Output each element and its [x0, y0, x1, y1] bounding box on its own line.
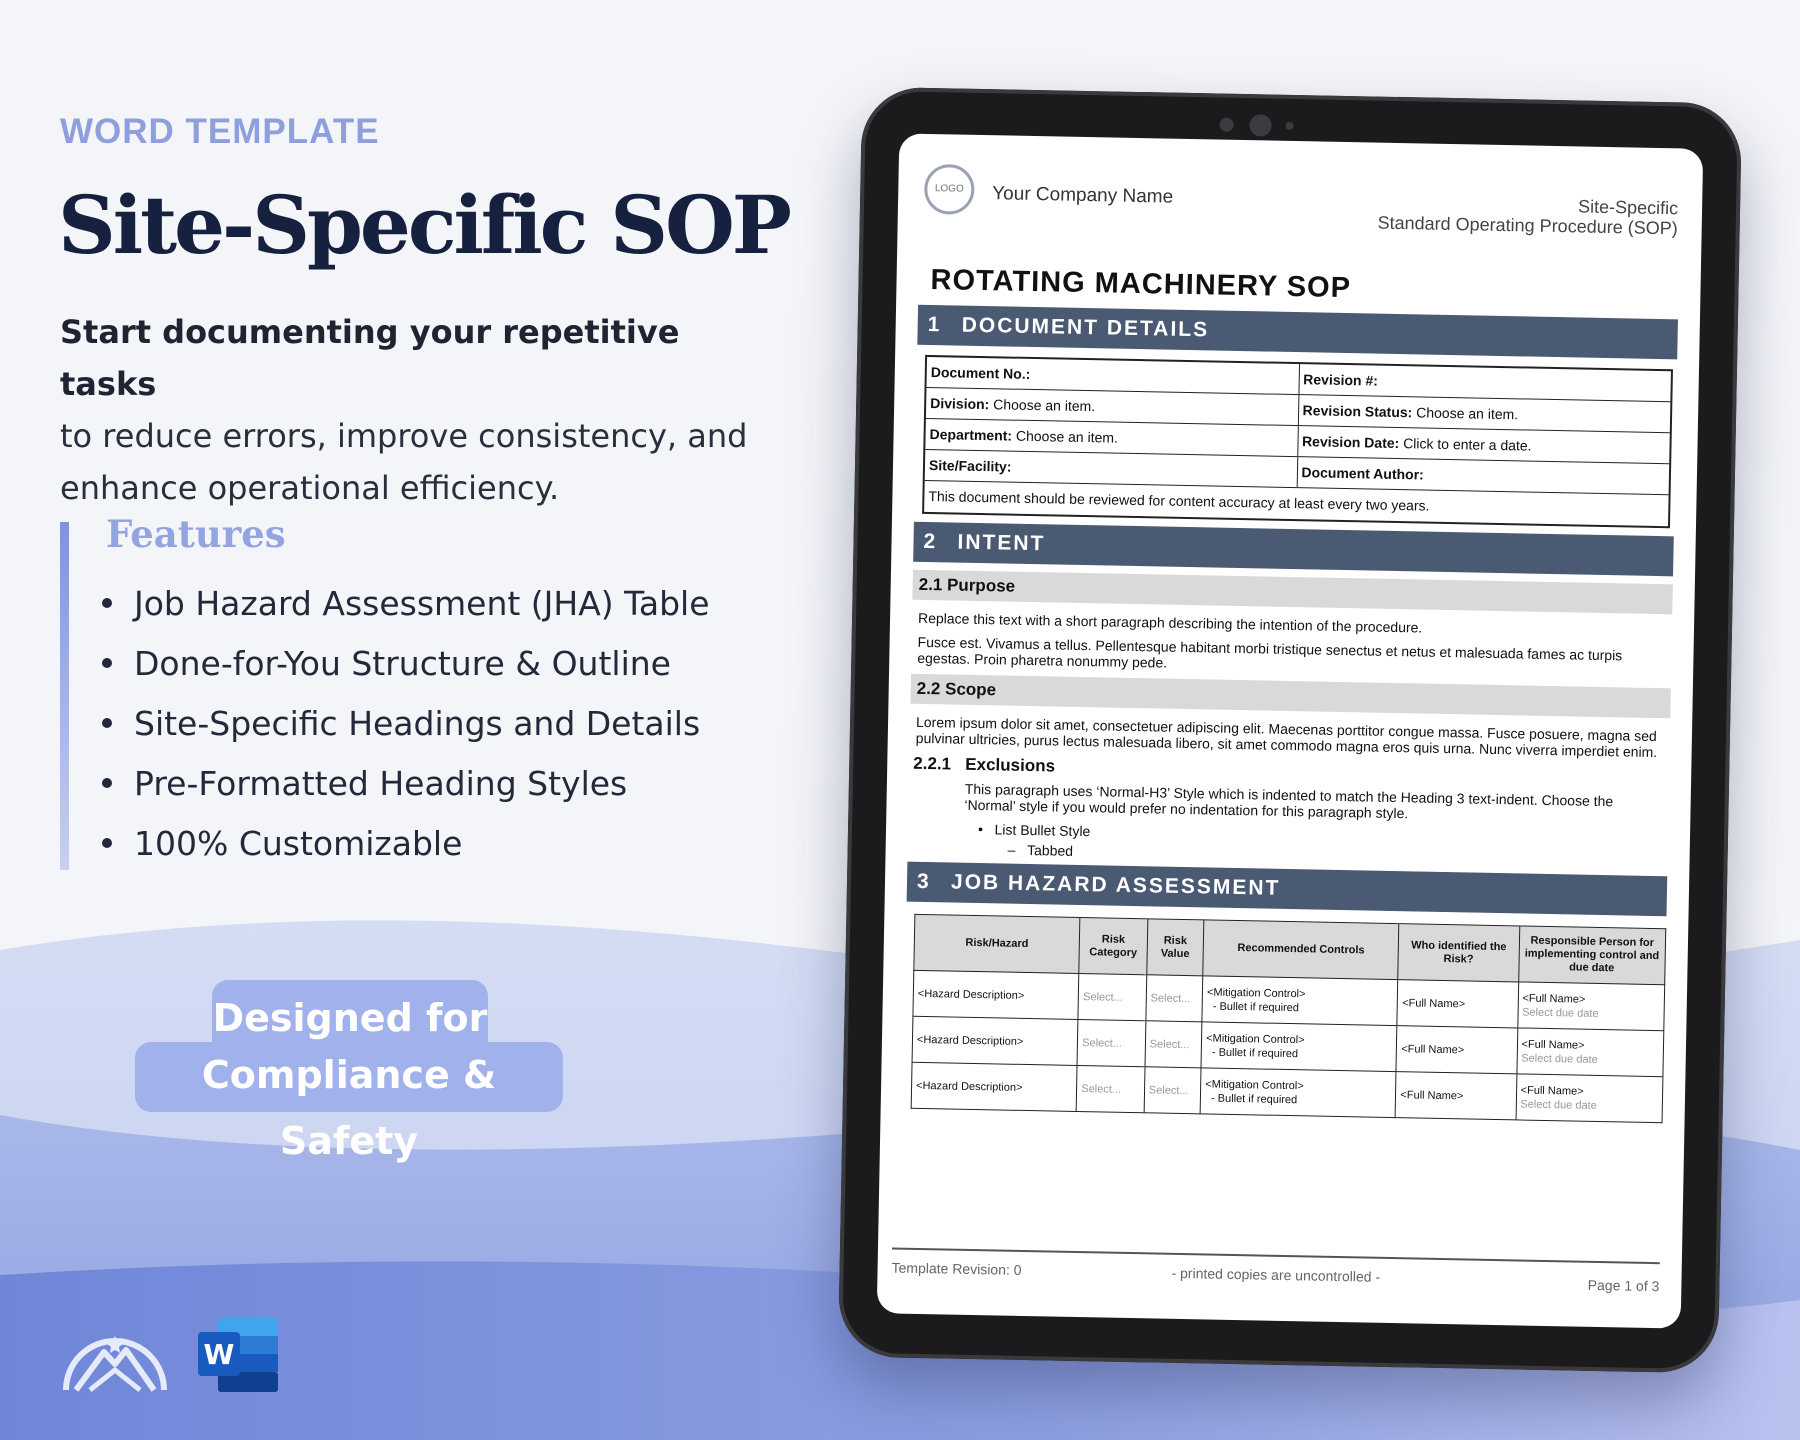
template-revision: Template Revision: 0	[891, 1259, 1022, 1278]
risk-value-select[interactable]: Select...	[1146, 975, 1203, 1022]
responsible-cell[interactable]: <Full Name> Select due date	[1516, 1028, 1663, 1077]
exclusions-heading: 2.2.1 Exclusions	[913, 753, 1056, 776]
mountain-logo-icon	[62, 1314, 168, 1394]
hazard-cell[interactable]: <Hazard Description>	[911, 1062, 1077, 1111]
tablet-device	[838, 87, 1742, 1374]
column-header: Responsible Person for implementing control and due date	[1518, 926, 1666, 985]
header-doc-type: Site-Specific Standard Operating Procedure (SOP)	[1377, 196, 1679, 239]
subtitle-text: to reduce errors, improve consistency, and enhance operational efficiency.	[60, 417, 748, 507]
page-title: Site-Specific SOP	[58, 178, 789, 272]
subsection-scope: 2.2 Scope	[910, 674, 1670, 719]
subtitle	[60, 306, 760, 514]
site-field[interactable]: Site/Facility:	[928, 457, 1012, 475]
hazard-cell[interactable]: <Hazard Description>	[912, 1016, 1078, 1065]
responsible-cell[interactable]: <Full Name> Select due date	[1517, 982, 1664, 1031]
list-item: • List Bullet Style	[977, 821, 1091, 840]
revision-field[interactable]: Revision #:	[1298, 364, 1671, 401]
feature-item: 100% Customizable	[102, 814, 710, 874]
column-header: Recommended Controls	[1203, 920, 1399, 980]
division-field[interactable]: Division: Choose an item.	[930, 395, 1096, 415]
doc-title: ROTATING MACHINERY SOP	[930, 264, 1352, 305]
review-note: This document should be reviewed for content accuracy at least every two years.	[928, 488, 1430, 514]
list-item: – Tabbed	[1007, 841, 1074, 859]
word-app-icon	[196, 1316, 280, 1394]
identified-by-cell[interactable]: <Full Name>	[1396, 1026, 1517, 1074]
doc-header	[919, 154, 1681, 269]
eyebrow-label: WORD TEMPLATE	[60, 112, 380, 151]
column-header: Risk Value	[1147, 919, 1204, 976]
feature-item: Site-Specific Headings and Details	[102, 694, 710, 754]
purpose-paragraph: Replace this text with a short paragraph describing the intention of the procedure.	[917, 609, 1423, 636]
bullet-icon	[102, 598, 112, 608]
badge-line-2: Compliance & Safety	[135, 1042, 563, 1112]
features-title: Features	[106, 512, 286, 556]
feature-item: Job Hazard Assessment (JHA) Table	[102, 574, 710, 634]
risk-category-select[interactable]: Select...	[1076, 1065, 1144, 1112]
identified-by-cell[interactable]: <Full Name>	[1395, 1072, 1516, 1120]
author-field[interactable]: Document Author:	[1296, 457, 1669, 494]
company-name: Your Company Name	[992, 183, 1174, 208]
uncontrolled-note: - printed copies are uncontrolled -	[1171, 1264, 1381, 1285]
feature-item: Pre-Formatted Heading Styles	[102, 754, 710, 814]
features-list	[102, 574, 710, 874]
badge-line-1: Designed for	[212, 980, 488, 1060]
revision-date-field[interactable]: Revision Date: Click to enter a date.	[1297, 426, 1670, 463]
purpose-paragraph: Fusce est. Vivamus a tellus. Pellentesque habitant morbi tristique senectus et netus et malesuada fames ac turpis egestas. Proin pharetra nonummy pede.	[917, 633, 1623, 671]
bullet-icon	[102, 718, 112, 728]
tablet-screen	[877, 133, 1704, 1328]
department-field[interactable]: Department: Choose an item.	[929, 426, 1119, 446]
column-header: Who identified the Risk?	[1398, 924, 1519, 982]
svg-text:W: W	[203, 1338, 235, 1371]
bullet-icon	[102, 778, 112, 788]
controls-cell[interactable]: <Mitigation Control> - Bullet if required	[1200, 1068, 1396, 1118]
column-header: Risk/Hazard	[914, 914, 1080, 973]
scope-paragraph: Lorem ipsum dolor sit amet, consectetuer adipiscing elit. Maecenas porttitor congue massa. Fusce posuere, magna sed pulvinar ultricies, purus lectus malesuada libero, sit amet commodo magna eros quis urna. Nunc viverra imperdiet enim.	[915, 713, 1658, 761]
responsible-cell[interactable]: <Full Name> Select due date	[1516, 1074, 1663, 1123]
revision-status-field[interactable]: Revision Status: Choose an item.	[1297, 395, 1670, 432]
risk-category-select[interactable]: Select...	[1078, 973, 1146, 1020]
page-number: Page 1 of 3	[1587, 1276, 1660, 1295]
details-table	[922, 355, 1673, 528]
feature-item: Done-for-You Structure & Outline	[102, 634, 710, 694]
exclusions-paragraph: This paragraph uses ‘Normal-H3’ Style which is indented to match the Heading 3 text-indent. Choose the ‘Normal’ style if you would prefer no indentation for this paragraph style.	[964, 780, 1614, 822]
sop-document	[903, 154, 1681, 1123]
hazard-cell[interactable]: <Hazard Description>	[913, 970, 1079, 1019]
bullet-icon	[102, 658, 112, 668]
doc-footer	[891, 1247, 1660, 1302]
controls-cell[interactable]: <Mitigation Control> - Bullet if required	[1201, 1022, 1397, 1072]
features-accent-bar	[60, 522, 69, 870]
risk-category-select[interactable]: Select...	[1077, 1019, 1145, 1066]
section-heading: 2 INTENT	[913, 522, 1674, 577]
risk-value-select[interactable]: Select...	[1145, 1021, 1202, 1068]
section-heading: 3 JOB HAZARD ASSESSMENT	[907, 862, 1668, 917]
controls-cell[interactable]: <Mitigation Control> - Bullet if required	[1202, 976, 1398, 1026]
column-header: Risk Category	[1079, 918, 1148, 975]
identified-by-cell[interactable]: <Full Name>	[1397, 980, 1518, 1028]
company-logo: LOGO	[924, 164, 975, 215]
subsection-purpose: 2.1 Purpose	[912, 570, 1672, 615]
subtitle-bold: Start documenting your repetitive tasks	[60, 313, 680, 403]
sensor-dot	[1286, 122, 1294, 130]
section-heading: 1 DOCUMENT DETAILS	[917, 305, 1678, 360]
risk-value-select[interactable]: Select...	[1144, 1067, 1201, 1114]
bullet-icon	[102, 838, 112, 848]
doc-number-field[interactable]: Document No.:	[930, 364, 1031, 382]
jha-table	[911, 914, 1667, 1123]
